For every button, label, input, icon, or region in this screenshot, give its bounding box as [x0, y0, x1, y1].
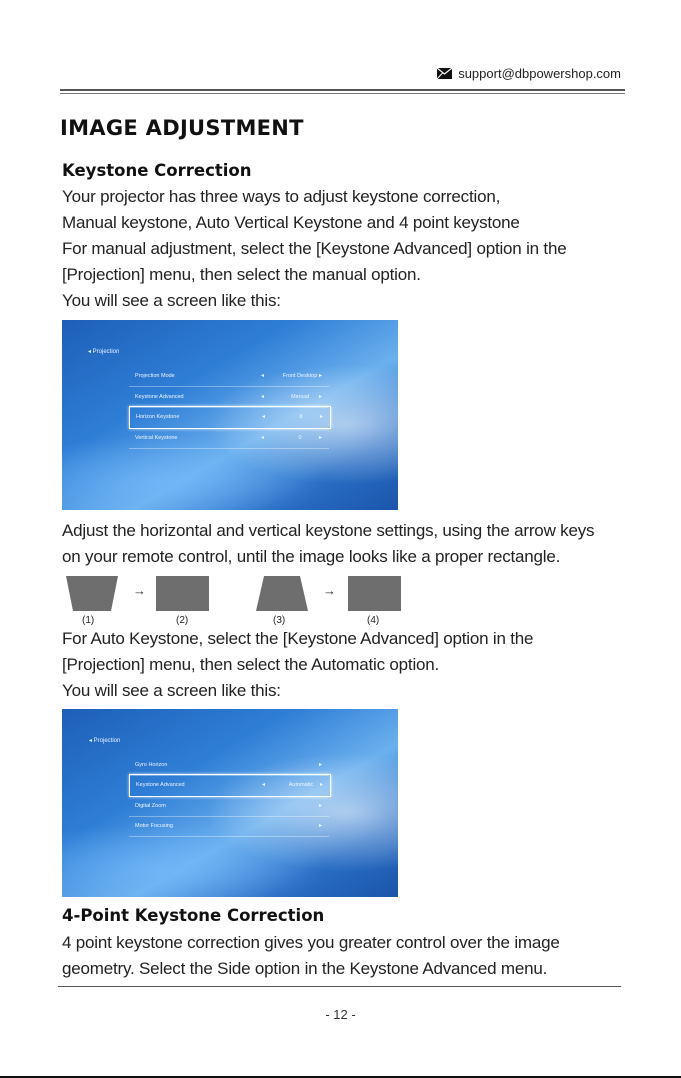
menu-row-value: Manual [290, 394, 310, 400]
keystone-shape-distorted-3 [256, 576, 308, 611]
diagram-caption: (4) [367, 615, 380, 626]
arrow-right-icon: ▸ [320, 414, 324, 420]
arrow-left-icon: ◂ [261, 435, 265, 441]
para-line: You will see a screen like this: [62, 291, 281, 310]
para-line: Manual keystone, Auto Vertical Keystone and 4 point keystone [62, 213, 520, 232]
menu-row-value: 0 [298, 435, 302, 441]
arrow-right-icon: ▸ [319, 823, 323, 829]
menu-row-selected [129, 774, 331, 797]
arrow-right-icon: ▸ [319, 435, 323, 441]
para-line: [Projection] menu, then select the Automatic option. [62, 655, 440, 674]
menu-row-value: Front Desktop [282, 373, 318, 379]
footer-rule [58, 986, 621, 987]
menu-row [129, 796, 329, 817]
para-line: For Auto Keystone, select the [Keystone Advanced] option in the [62, 629, 534, 648]
screen-title: ◂ Projection [88, 349, 120, 355]
arrow-right-icon: ▸ [319, 762, 323, 768]
diagram-caption: (2) [176, 615, 189, 626]
menu-row-label: Projection Mode [135, 373, 175, 379]
para-line: Your projector has three ways to adjust keystone correction, [62, 187, 501, 206]
menu-row-value: Automatic [288, 782, 314, 788]
para-line: 4 point keystone correction gives you greater control over the image [62, 933, 560, 952]
header-rule [60, 89, 625, 94]
arrow-right-icon: ▸ [319, 803, 323, 809]
menu-row [129, 755, 329, 776]
para-line: geometry. Select the Side option in the Keystone Advanced menu. [62, 959, 548, 978]
keystone-shape-corrected-2 [156, 576, 209, 611]
menu-row-label: Motor Focusing [135, 823, 173, 829]
arrow-right-icon: ▸ [320, 782, 324, 788]
page-title: IMAGE ADJUSTMENT [60, 116, 304, 140]
menu-row-label: Horizon Keystone [136, 414, 180, 420]
arrow-right-icon: ▸ [319, 373, 323, 379]
para-line: Adjust the horizontal and vertical keystone settings, using the arrow keys [62, 521, 595, 540]
page-number: - 12 - [325, 1007, 356, 1022]
menu-row [129, 366, 329, 387]
arrow-left-icon: ◂ [261, 394, 265, 400]
para-line: You will see a screen like this: [62, 681, 281, 700]
menu-row-label: Vertical Keystone [135, 435, 178, 441]
arrow-left-icon: ◂ [261, 373, 265, 379]
menu-row-label: Keystone Advanced [135, 394, 184, 400]
email-text: support@dbpowershop.com [458, 66, 621, 81]
envelope-icon [437, 68, 452, 79]
menu-row [129, 816, 329, 837]
screen-title: ◂ Projection [89, 738, 121, 744]
keystone-shape-distorted-1 [66, 576, 118, 611]
keystone-shape-corrected-4 [348, 576, 401, 611]
menu-row [129, 387, 329, 408]
para-line: on your remote control, until the image looks like a proper rectangle. [62, 547, 561, 566]
section-heading-4point: 4-Point Keystone Correction [62, 906, 325, 925]
para-line: For manual adjustment, select the [Keystone Advanced] option in the [62, 239, 567, 258]
menu-row-label: Keystone Advanced [136, 782, 185, 788]
arrow-right-icon: → [133, 583, 146, 598]
menu-row-label: Gyro Horizon [135, 762, 168, 768]
arrow-left-icon: ◂ [262, 782, 266, 788]
menu-row-selected [129, 406, 331, 429]
para-line: [Projection] menu, then select the manual option. [62, 265, 421, 284]
projection-menu-screenshot-manual [62, 320, 398, 510]
menu-row-value: 8 [299, 414, 303, 420]
section-heading-keystone: Keystone Correction [62, 161, 252, 180]
arrow-right-icon: → [323, 583, 336, 598]
arrow-left-icon: ◂ [262, 414, 266, 420]
menu-row [129, 428, 329, 449]
diagram-caption: (3) [273, 615, 286, 626]
projection-menu-screenshot-auto [62, 709, 398, 897]
header-email [437, 66, 621, 81]
diagram-caption: (1) [82, 615, 95, 626]
menu-row-label: Digital Zoom [135, 803, 166, 809]
arrow-right-icon: ▸ [319, 394, 323, 400]
